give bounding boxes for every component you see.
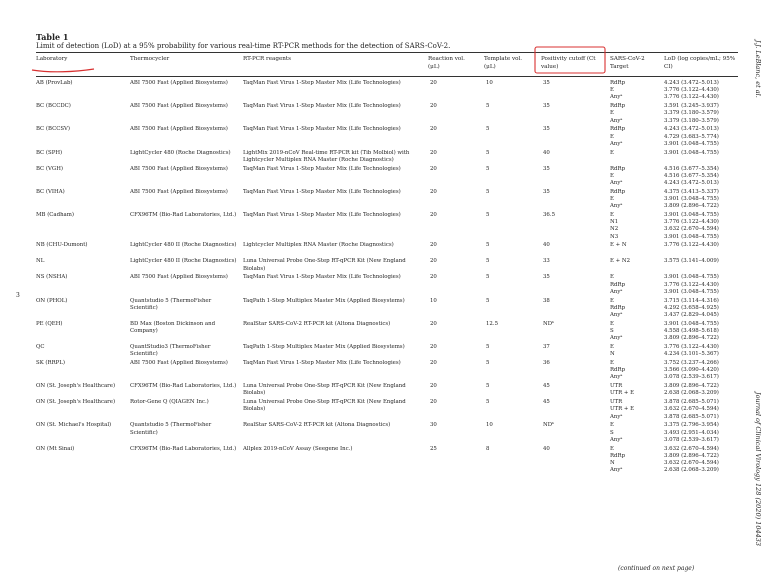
- cell-reagents: TaqMan Fast Virus 1-Step Master Mix (Life Technologies): [243, 80, 401, 86]
- cell-laboratory: NS (NSHA): [36, 274, 68, 281]
- cell-laboratory: NB (CHU-Dumont): [36, 242, 88, 249]
- cell-target: Anyᵃ: [610, 436, 623, 443]
- cell-thermocycler: Quantstudio 5 (ThermoFisher Scientific): [130, 297, 212, 311]
- cell-target: N1: [610, 219, 619, 226]
- cell-reaction-vol: 20: [430, 188, 437, 195]
- cell-reaction-vol: 20: [430, 212, 437, 218]
- cell-lod: 3.575 (3.141–4.009): [664, 258, 719, 265]
- cell-lod: 4.516 (3.677–5.354): [664, 165, 719, 172]
- cell-lod: 3.375 (2.796–3.954): [664, 422, 719, 429]
- cell-template-vol: 5: [486, 242, 490, 249]
- cell-reagents: TaqMan Fast Virus 1-Step Master Mix (Life Technologies): [243, 126, 401, 133]
- cell-reagents: Luna Universal Probe One-Step RT-qPCR Kit (New England Biolabs): [243, 258, 406, 272]
- cell-reaction-vol: 20: [430, 80, 437, 86]
- cell-target: E: [610, 172, 614, 179]
- cell-lod: 3.901 (3.048–4.755): [664, 274, 719, 281]
- cell-template-vol: 5: [486, 165, 490, 172]
- cell-lod: 4.234 (3.101–5.367): [664, 351, 719, 358]
- cell-template-vol: 5: [486, 212, 490, 218]
- cell-target: Anyᵃ: [610, 140, 623, 147]
- cell-target: N: [610, 460, 615, 466]
- cell-target: Anyᵃ: [610, 413, 623, 420]
- cell-laboratory: ON (PHOL): [36, 297, 68, 304]
- cell-lod: 2.638 (2.068–3.209): [664, 390, 719, 397]
- cell-target: N: [610, 351, 615, 358]
- cell-target: E + N: [610, 242, 627, 249]
- cell-lod: 3.632 (2.670–4.594): [664, 460, 719, 466]
- cell-thermocycler: LightCycler 480 (Roche Diagnostics): [130, 149, 231, 156]
- cell-lod: 3.809 (2.896–4.722): [664, 452, 719, 459]
- cell-thermocycler: ABI 7500 Fast (Applied Biosystems): [130, 360, 228, 366]
- cell-reagents: TaqPath 1-Step Multiplex Master Mix (Applied Biosystems): [243, 297, 405, 304]
- cell-thermocycler: LightCycler 480 II (Roche Diagnostics): [130, 258, 237, 265]
- cell-reagents: TaqMan Fast Virus 1-Step Master Mix (Life Technologies): [243, 188, 401, 195]
- cell-lod: 3.632 (2.670–4.594): [664, 406, 719, 413]
- cell-laboratory: BC (SPH): [36, 149, 63, 156]
- cell-positivity-cutoff: 37: [543, 344, 550, 350]
- cell-target: Anyᵃ: [610, 180, 623, 186]
- cell-lod: 3.566 (3.090–4.420): [664, 367, 719, 374]
- cell-positivity-cutoff: 40: [543, 445, 550, 452]
- cell-lod: 3.901 (3.048–4.755): [664, 320, 719, 327]
- cell-laboratory: BC (VIHA): [36, 188, 65, 195]
- cell-laboratory: QC: [36, 344, 45, 350]
- cell-target: E: [610, 87, 614, 94]
- cell-template-vol: 5: [486, 399, 490, 406]
- cell-target: E: [610, 110, 614, 117]
- cell-lod: 4.243 (3.472–5.013): [664, 180, 719, 186]
- cell-laboratory: ON (Mt Sinai): [36, 445, 75, 452]
- cell-lod: 3.632 (2.670–4.594): [664, 445, 719, 452]
- cell-reagents: TaqMan Fast Virus 1-Step Master Mix (Life Technologies): [243, 165, 401, 172]
- cell-template-vol: 5: [486, 360, 490, 366]
- cell-target: E: [610, 212, 614, 218]
- cell-reaction-vol: 20: [430, 258, 437, 265]
- cell-laboratory: NL: [36, 258, 45, 265]
- cell-target: UTR + E: [610, 390, 635, 397]
- cell-reagents: Luna Universal Probe One-Step RT-qPCR Kit (New England Biolabs): [243, 383, 406, 397]
- cell-positivity-cutoff: 35: [543, 165, 550, 172]
- cell-reaction-vol: 20: [430, 344, 437, 350]
- header-lod: LoD (log copies/mL; 95% CI): [664, 56, 736, 70]
- continued-note: (continued on next page): [618, 565, 695, 572]
- cell-lod: 3.901 (3.048–4.755): [664, 212, 719, 218]
- cell-reaction-vol: 20: [430, 103, 437, 110]
- cell-laboratory: MB (Cadham): [36, 212, 74, 218]
- cell-target: N3: [610, 233, 619, 240]
- cell-target: UTR: [610, 399, 623, 406]
- page-number: 3: [16, 292, 20, 299]
- cell-template-vol: 8: [486, 445, 490, 452]
- cell-lod: 4.292 (3.658–4.925): [664, 304, 719, 311]
- cell-lod: 3.901 (3.048–4.755): [664, 233, 719, 240]
- cell-laboratory: PE (QEH): [36, 320, 63, 327]
- header-reagents: RT-PCR reagents: [243, 56, 291, 62]
- cell-target: Anyᵃ: [610, 203, 623, 210]
- cell-reagents: TaqMan Fast Virus 1-Step Master Mix (Life Technologies): [243, 360, 401, 366]
- journal-reference: Journal of Clinical Virology 128 (2020) 104433: [754, 392, 762, 546]
- cell-lod: 4.243 (3.472–5.013): [664, 80, 719, 86]
- cell-laboratory: ON (St. Joseph's Healthcare): [36, 399, 116, 406]
- cell-template-vol: 10: [486, 422, 493, 429]
- cell-template-vol: 5: [486, 258, 490, 265]
- cell-reaction-vol: 20: [430, 399, 437, 406]
- cell-target: RdRp: [610, 452, 626, 459]
- cell-template-vol: 5: [486, 274, 490, 281]
- cell-laboratory: SK (RRPL): [36, 360, 65, 366]
- cell-thermocycler: Quantstudio 5 (ThermoFisher Scientific): [130, 422, 212, 436]
- header-template-vol: Template vol. (μL): [484, 56, 523, 70]
- cell-positivity-cutoff: 40: [543, 149, 550, 156]
- cell-lod: 3.776 (3.122–4.430): [664, 219, 719, 226]
- cell-positivity-cutoff: 38: [543, 297, 550, 304]
- cell-positivity-cutoff: 33: [543, 258, 550, 265]
- cell-reaction-vol: 20: [430, 242, 437, 249]
- cell-target: E: [610, 196, 614, 202]
- cell-lod: 4.243 (3.472–5.013): [664, 126, 719, 133]
- cell-target: E + N2: [610, 258, 631, 265]
- cell-lod: 3.776 (3.122–4.430): [664, 94, 719, 101]
- cell-lod: 3.776 (3.122–4.430): [664, 242, 719, 249]
- cell-target: E: [610, 320, 614, 327]
- cell-reaction-vol: 20: [430, 165, 437, 172]
- cell-target: RdRp: [610, 367, 626, 374]
- cell-template-vol: 12.5: [486, 320, 499, 327]
- cell-positivity-cutoff: 35: [543, 126, 550, 133]
- cell-thermocycler: ABI 7500 Fast (Applied Biosystems): [130, 103, 228, 110]
- cell-thermocycler: ABI 7500 Fast (Applied Biosystems): [130, 188, 228, 195]
- header-thermocycler: Thermocycler: [130, 56, 170, 62]
- cell-target: N2: [610, 226, 619, 233]
- red-box-annotation: [535, 47, 605, 73]
- cell-thermocycler: ABI 7500 Fast (Applied Biosystems): [130, 165, 228, 172]
- cell-target: S: [610, 328, 614, 334]
- cell-lod: 3.776 (3.122–4.430): [664, 281, 719, 288]
- cell-target: E: [610, 133, 614, 140]
- cell-reaction-vol: 20: [430, 383, 437, 390]
- cell-reagents: RealStar SARS-CoV-2 RT-PCR kit (Altona Diagnostics): [243, 320, 391, 327]
- cell-template-vol: 5: [486, 344, 490, 350]
- cell-target: Anyᵃ: [610, 117, 623, 124]
- cell-positivity-cutoff: 40: [543, 242, 550, 249]
- cell-lod: 3.715 (3.114–4.316): [664, 297, 719, 304]
- cell-laboratory: ON (St. Joseph's Healthcare): [36, 383, 116, 390]
- cell-positivity-cutoff: 35: [543, 188, 550, 195]
- running-head: J.J. LeBlanc, et al.: [754, 40, 762, 98]
- cell-positivity-cutoff: NDᵇ: [543, 422, 555, 429]
- cell-laboratory: BC (VGH): [36, 165, 64, 172]
- cell-target: RdRp: [610, 126, 626, 133]
- cell-target: E: [610, 360, 614, 366]
- cell-target: Anyᵃ: [610, 335, 623, 342]
- cell-laboratory: AB (ProvLab): [36, 80, 73, 86]
- cell-reaction-vol: 20: [430, 126, 437, 133]
- table-caption: Limit of detection (LoD) at a 95% probability for various real-time RT-PCR methods for the detection of SARS-CoV-2.: [36, 42, 451, 50]
- cell-lod: 3.878 (2.685–5.071): [664, 399, 719, 406]
- cell-thermocycler: QuantStudio3 (ThermoFisher Scientific): [130, 344, 211, 358]
- cell-lod: 3.493 (2.951–4.034): [664, 429, 719, 436]
- cell-lod: 3.809 (2.896–4.722): [664, 383, 719, 390]
- cell-target: RdRp: [610, 281, 626, 288]
- cell-thermocycler: CFX96TM (Bio-Rad Laboratories, Ltd.): [130, 445, 237, 452]
- cell-target: Anyᵃ: [610, 374, 623, 381]
- header-positivity-cutoff: Positivity cutoff (Ct value): [541, 56, 596, 70]
- cell-template-vol: 5: [486, 103, 490, 110]
- cell-reaction-vol: 20: [430, 320, 437, 327]
- cell-lod: 4.729 (3.683–5.774): [664, 133, 719, 140]
- cell-reaction-vol: 30: [430, 422, 437, 429]
- cell-target: E: [610, 149, 614, 156]
- header-reaction-vol: Reaction vol. (μL): [428, 56, 465, 70]
- cell-thermocycler: ABI 7500 Fast (Applied Biosystems): [130, 274, 228, 281]
- cell-thermocycler: ABI 7500 Fast (Applied Biosystems): [130, 126, 228, 133]
- cell-reagents: TaqPath 1-Step Multiplex Master Mix (Applied Biosystems): [243, 344, 405, 350]
- cell-lod: 3.591 (3.245–3.937): [664, 103, 719, 110]
- cell-positivity-cutoff: NDᵇ: [543, 320, 555, 327]
- cell-laboratory: ON (St. Michael's Hospital): [36, 422, 112, 429]
- cell-lod: 3.878 (2.685–5.071): [664, 413, 719, 420]
- cell-lod: 3.901 (3.048–4.755): [664, 196, 719, 202]
- table-label: Table 1: [36, 32, 69, 42]
- cell-lod: 3.078 (2.539–3.617): [664, 436, 719, 443]
- cell-lod: 3.901 (3.048–4.755): [664, 149, 719, 156]
- cell-positivity-cutoff: 36: [543, 360, 550, 366]
- cell-lod: 3.901 (3.048–4.755): [664, 288, 719, 295]
- cell-reaction-vol: 20: [430, 149, 437, 156]
- cell-target: Anyᵃ: [610, 94, 623, 101]
- cell-lod: 3.379 (3.180–3.579): [664, 117, 719, 124]
- cell-target: E: [610, 344, 614, 350]
- cell-lod: 4.516 (3.677–5.354): [664, 172, 719, 179]
- cell-lod: 4.375 (3.413–5.337): [664, 188, 719, 195]
- cell-positivity-cutoff: 45: [543, 399, 550, 406]
- cell-positivity-cutoff: 36.5: [543, 212, 556, 218]
- cell-target: RdRp: [610, 165, 626, 172]
- red-underline-annotation: [30, 66, 100, 74]
- cell-positivity-cutoff: 35: [543, 274, 550, 281]
- cell-reagents: Lightcycler Multiplex RNA Master (Roche Diagnostics): [243, 242, 394, 249]
- cell-lod: 3.078 (2.539–3.617): [664, 374, 719, 381]
- cell-template-vol: 5: [486, 383, 490, 390]
- cell-target: Anyᵃ: [610, 312, 623, 318]
- cell-thermocycler: CFX96TM (Bio-Rad Laboratories, Ltd.): [130, 212, 237, 218]
- cell-target: UTR: [610, 383, 623, 390]
- cell-template-vol: 5: [486, 188, 490, 195]
- cell-reaction-vol: 20: [430, 360, 437, 366]
- cell-reagents: Allplex 2019-nCoV Assay (Seegene Inc.): [243, 445, 353, 452]
- cell-reagents: Luna Universal Probe One-Step RT-qPCR Kit (New England Biolabs): [243, 399, 406, 413]
- cell-positivity-cutoff: 35: [543, 80, 550, 86]
- cell-thermocycler: BD Max (Boston Dickinson and Company): [130, 320, 216, 334]
- cell-lod: 3.379 (3.180–3.579): [664, 110, 719, 117]
- cell-target: E: [610, 422, 614, 429]
- cell-target: RdRp: [610, 103, 626, 110]
- cell-lod: 3.809 (2.896–4.722): [664, 203, 719, 210]
- cell-thermocycler: Rotor-Gene Q (QIAGEN Inc.): [130, 399, 209, 406]
- cell-reagents: TaqMan Fast Virus 1-Step Master Mix (Life Technologies): [243, 103, 401, 110]
- cell-reagents: TaqMan Fast Virus 1-Step Master Mix (Life Technologies): [243, 212, 401, 218]
- cell-target: Anyᵃ: [610, 288, 623, 295]
- cell-template-vol: 10: [486, 80, 493, 86]
- top-rule: [36, 52, 738, 53]
- cell-lod: 2.638 (2.068–3.209): [664, 467, 719, 474]
- cell-thermocycler: ABI 7500 Fast (Applied Biosystems): [130, 80, 228, 86]
- cell-target: Anyᵃ: [610, 467, 623, 474]
- cell-target: E: [610, 274, 614, 281]
- cell-lod: 3.752 (3.237–4.266): [664, 360, 719, 366]
- header-rule: [36, 76, 738, 77]
- cell-reagents: RealStar SARS-CoV-2 RT-PCR kit (Altona Diagnostics): [243, 422, 391, 429]
- cell-lod: 3.809 (2.896–4.722): [664, 335, 719, 342]
- cell-template-vol: 5: [486, 149, 490, 156]
- cell-laboratory: BC (BCCDC): [36, 103, 71, 110]
- cell-reaction-vol: 25: [430, 445, 437, 452]
- cell-reagents: TaqMan Fast Virus 1-Step Master Mix (Life Technologies): [243, 274, 401, 281]
- cell-template-vol: 5: [486, 126, 490, 133]
- cell-lod: 3.437 (2.829–4.045): [664, 312, 719, 318]
- cell-target: UTR + E: [610, 406, 635, 413]
- cell-thermocycler: LightCycler 480 II (Roche Diagnostics): [130, 242, 237, 249]
- cell-laboratory: BC (BCCSV): [36, 126, 71, 133]
- cell-lod: 4.558 (3.498–5.618): [664, 328, 719, 334]
- cell-target: E: [610, 445, 614, 452]
- cell-lod: 3.776 (3.122–4.430): [664, 344, 719, 350]
- cell-target: RdRp: [610, 188, 626, 195]
- header-laboratory: Laboratory: [36, 56, 68, 62]
- cell-reaction-vol: 10: [430, 297, 437, 304]
- cell-lod: 3.901 (3.048–4.755): [664, 140, 719, 147]
- header-target: SARS-CoV-2 Target: [610, 56, 645, 70]
- cell-reaction-vol: 20: [430, 274, 437, 281]
- cell-target: RdRp: [610, 80, 626, 86]
- cell-thermocycler: CFX96TM (Bio-Rad Laboratories, Ltd.): [130, 383, 237, 390]
- cell-lod: 3.632 (2.670–4.594): [664, 226, 719, 233]
- cell-target: S: [610, 429, 614, 436]
- cell-template-vol: 5: [486, 297, 490, 304]
- cell-lod: 3.776 (3.122–4.430): [664, 87, 719, 94]
- cell-reagents: LightMix 2019-nCoV Real-time RT-PCR kit (Tib Molbiol) with Lightcycler Multiplex RNA Master (Roche Diagnostics): [243, 149, 410, 163]
- cell-target: RdRp: [610, 304, 626, 311]
- cell-positivity-cutoff: 35: [543, 103, 550, 110]
- cell-target: E: [610, 297, 614, 304]
- cell-positivity-cutoff: 45: [543, 383, 550, 390]
